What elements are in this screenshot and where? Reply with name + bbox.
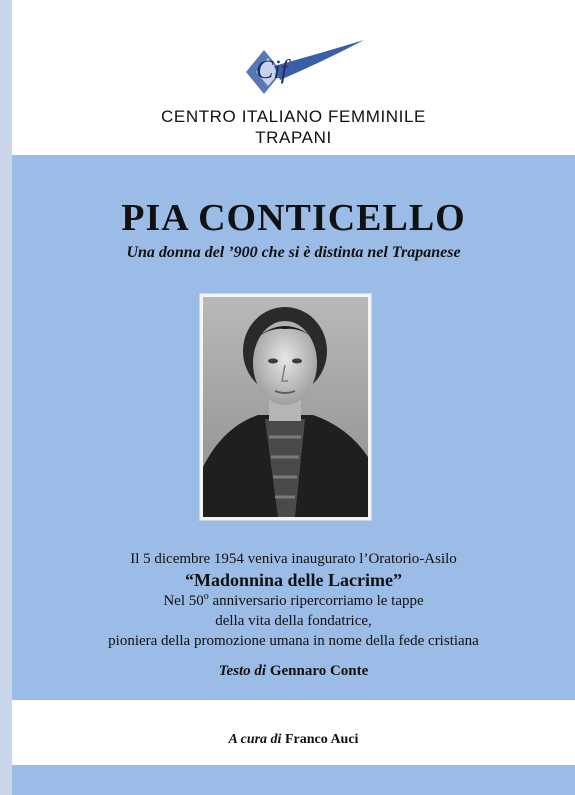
dedication-text [12, 549, 575, 651]
cif-logo-graphic [238, 36, 366, 94]
organization-name [12, 106, 575, 148]
portrait-photo [200, 294, 371, 520]
oratorio-name: “Madonnina delle Lacrime” [185, 570, 402, 590]
org-line-1: CENTRO ITALIANO FEMMINILE [161, 107, 426, 126]
cif-logo [238, 36, 366, 94]
cover-edge [0, 0, 12, 795]
editor-credit [12, 732, 575, 748]
portrait-image [203, 297, 368, 517]
author-credit [12, 663, 575, 680]
ordinal-superscript: o [203, 591, 209, 602]
body-line-5: pioniera della promozione umana in nome della fede cristiana [108, 633, 479, 649]
editor-prefix: A cura di [228, 732, 282, 747]
body-line-3 [12, 591, 575, 611]
author-prefix: Testo di [218, 663, 267, 679]
editor-name: Franco Auci [284, 732, 359, 747]
body-line-4: della vita della fondatrice, [215, 613, 372, 629]
org-line-2: TRAPANI [255, 128, 332, 147]
bottom-strip [12, 765, 575, 795]
body-line-1: Il 5 dicembre 1954 veniva inaugurato l’Oratorio-Asilo [130, 551, 457, 567]
book-title: PIA CONTICELLO [121, 197, 466, 239]
body-line-3-a: Nel 50 [163, 593, 204, 609]
logo-text: Cif [256, 55, 288, 84]
author-name: Gennaro Conte [269, 663, 369, 679]
book-subtitle: Una donna del ’900 che si è distinta nel Trapanese [126, 244, 461, 261]
body-line-3-b: anniversario ripercorriamo le tappe [208, 593, 424, 609]
